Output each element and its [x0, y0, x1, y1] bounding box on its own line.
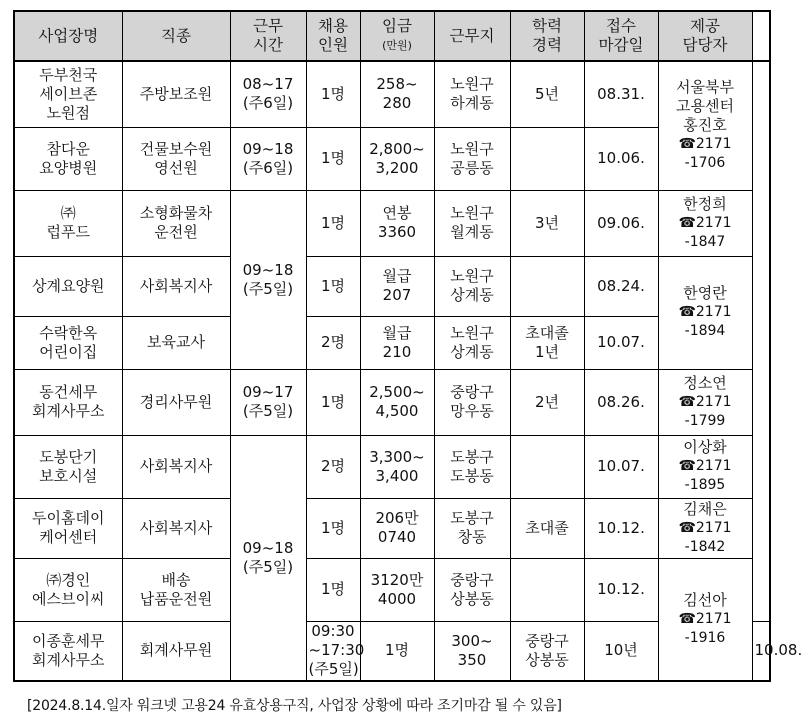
wage-cell	[360, 558, 434, 621]
job-text: 납품운전원	[139, 589, 213, 608]
location-text: 상계동	[450, 342, 494, 361]
location-cell	[434, 316, 510, 369]
company-text: 에스브이씨	[32, 589, 105, 608]
contact-text: 이상화	[683, 438, 727, 456]
hires-cell	[306, 256, 360, 316]
location-text: 월계동	[450, 223, 494, 241]
hours-text: 09~18	[242, 538, 294, 557]
deadline-text: 08.24.	[597, 276, 645, 295]
contact-text: -1847	[684, 233, 726, 250]
company-cell	[14, 621, 122, 681]
deadline-text: 10.07.	[597, 333, 645, 351]
wage-text: 0740	[377, 528, 417, 546]
contact-cell	[658, 435, 752, 498]
location-text: 망우동	[450, 402, 494, 420]
deadline-cell	[584, 61, 658, 127]
contact-cell	[658, 61, 752, 190]
wage-text: 258~	[376, 75, 418, 94]
contact-text: ☎2171	[678, 214, 732, 231]
location-cell	[434, 435, 510, 498]
company-text: 요양병원	[39, 158, 98, 177]
hours-cell	[306, 621, 365, 681]
contact-text: 한정희	[683, 194, 727, 213]
hires-cell	[306, 316, 360, 369]
location-text: 중랑구	[525, 631, 569, 650]
wage-cell	[360, 498, 434, 558]
contact-text: ☎2171	[678, 458, 732, 474]
job-cell	[122, 316, 230, 369]
job-cell	[122, 256, 230, 316]
hires-text: 1명	[320, 149, 346, 167]
hours-text: 09:30	[311, 622, 355, 641]
contact-text: 고용센터	[676, 97, 734, 116]
contact-text: -1706	[684, 155, 726, 172]
hours-text: (주5일)	[308, 660, 359, 679]
company-cell	[14, 256, 122, 316]
location-cell	[434, 498, 510, 558]
table-row	[14, 498, 770, 558]
company-cell	[14, 61, 122, 127]
job-text: 사회복지사	[139, 457, 213, 475]
header-job: 직종	[122, 11, 230, 61]
hires-text: 2명	[320, 333, 346, 351]
header-edu: 학력 경력	[510, 11, 584, 61]
edu-cell	[584, 621, 658, 681]
edu-cell	[510, 190, 584, 256]
contact-text: 서울북부	[676, 78, 734, 97]
hours-text: (주5일)	[242, 279, 294, 298]
wage-text: 3,300~	[369, 447, 425, 466]
contact-text: ☎2171	[678, 519, 732, 536]
wage-text: 연봉	[382, 204, 412, 222]
wage-text: 4,500	[375, 402, 419, 420]
company-cell	[14, 498, 122, 558]
table-row	[14, 369, 770, 435]
table-row	[14, 127, 770, 190]
hours-text: 09~17	[242, 383, 294, 401]
contact-text: 홍진호	[683, 116, 727, 135]
company-cell	[14, 127, 122, 190]
job-text: 소형화물차	[139, 204, 213, 222]
header-row	[14, 11, 770, 61]
deadline-cell	[584, 435, 658, 498]
edu-text: 2년	[534, 392, 560, 411]
hires-cell	[306, 127, 360, 190]
contact-cell	[658, 558, 752, 681]
header-deadline: 접수 마감일	[584, 11, 658, 61]
location-text: 상봉동	[525, 650, 569, 669]
wage-cell	[360, 61, 434, 127]
job-cell	[122, 621, 230, 681]
company-text: 럽푸드	[46, 223, 90, 241]
job-cell	[122, 435, 230, 498]
contact-text: ☎2171	[678, 304, 732, 320]
hires-text: 1명	[320, 518, 346, 537]
company-text: 동건세무	[39, 383, 98, 401]
location-text: 상계동	[450, 286, 494, 304]
deadline-text: 10.12.	[597, 518, 645, 537]
location-text: 창동	[457, 528, 487, 546]
job-text: 사회복지사	[139, 518, 213, 537]
deadline-cell	[584, 369, 658, 435]
contact-text: -1916	[684, 629, 726, 646]
hires-text: 1명	[384, 641, 410, 660]
edu-cell	[510, 498, 584, 558]
table-row	[14, 621, 770, 681]
job-text: 영선원	[154, 158, 198, 177]
location-text: 중랑구	[450, 570, 494, 589]
edu-cell	[510, 61, 584, 127]
location-text: 도봉구	[450, 509, 494, 527]
hours-cell	[230, 369, 306, 435]
edu-cell	[510, 127, 584, 190]
company-text: 이종훈세무	[32, 631, 105, 650]
job-text: 보육교사	[147, 333, 205, 351]
company-cell	[14, 558, 122, 621]
company-text: 수락한옥	[39, 323, 98, 342]
wage-text: 3,400	[375, 466, 419, 485]
wage-text: 3120만	[370, 570, 424, 589]
edu-cell	[510, 256, 584, 316]
hours-text: 08~17	[242, 75, 294, 94]
company-text: ㈜	[60, 204, 76, 222]
company-text: 회계사무소	[32, 402, 105, 420]
job-text: 운전원	[154, 223, 198, 241]
deadline-text: 10.06.	[597, 149, 645, 167]
wage-text: 207	[382, 286, 412, 304]
location-cell	[510, 621, 584, 681]
contact-text: -1895	[684, 477, 726, 493]
hires-cell	[306, 190, 360, 256]
job-listing-document	[13, 10, 802, 714]
company-cell	[14, 190, 122, 256]
header-contact: 제공 담당자	[658, 11, 752, 61]
job-cell	[122, 61, 230, 127]
deadline-text: 10.07.	[597, 457, 645, 475]
header-hours: 근무 시간	[230, 11, 306, 61]
location-text: 하계동	[450, 94, 494, 113]
company-text: ㈜경인	[46, 570, 91, 589]
job-listing-table	[13, 10, 802, 682]
deadline-text: 10.12.	[597, 580, 645, 598]
footnote: [2024.8.14.일자 워크넷 고용24 유효상용구직, 사업장 상황에 따라 조기마감 될 수 있음]	[27, 698, 562, 714]
contact-text: 김선아	[683, 590, 727, 609]
location-text: 중랑구	[450, 383, 494, 401]
header-location: 근무지	[434, 11, 510, 61]
hires-text: 1명	[320, 580, 346, 598]
hires-cell	[306, 498, 360, 558]
job-cell	[122, 369, 230, 435]
edu-text: 초대졸	[525, 323, 569, 342]
wage-text: 3,200	[375, 158, 419, 177]
company-text: 두이홈데이	[32, 509, 105, 527]
table-row	[14, 190, 770, 256]
deadline-text: 10.08.	[754, 641, 802, 660]
company-text: 케어센터	[39, 528, 98, 546]
company-text: 참다운	[46, 139, 90, 158]
job-text: 배송	[161, 570, 191, 589]
edu-cell	[510, 369, 584, 435]
wage-cell	[434, 621, 510, 681]
wage-cell	[360, 256, 434, 316]
hours-text: (주5일)	[242, 402, 294, 420]
hours-cell	[230, 61, 306, 127]
contact-text: 한영란	[683, 284, 727, 302]
hires-text: 2명	[320, 457, 346, 475]
company-text: 회계사무소	[32, 650, 105, 669]
wage-text: 2,800~	[369, 139, 425, 158]
wage-text: 월급	[382, 267, 412, 285]
job-cell	[122, 190, 230, 256]
location-cell	[434, 61, 510, 127]
hours-cell	[230, 435, 306, 681]
header-hires: 채용 인원	[306, 11, 360, 61]
location-text: 노원구	[450, 139, 494, 158]
contact-cell	[658, 369, 752, 435]
location-text: 노원구	[450, 75, 494, 94]
hires-text: 1명	[320, 84, 346, 103]
company-text: 보호시설	[39, 466, 98, 485]
company-text: 두부천국	[39, 65, 98, 84]
contact-text: 정소연	[683, 373, 727, 392]
hires-cell	[306, 558, 360, 621]
table-row	[14, 256, 770, 316]
wage-text: 300~	[451, 631, 493, 650]
location-cell	[434, 190, 510, 256]
contact-text: ☎2171	[678, 136, 732, 153]
table-row	[14, 435, 770, 498]
edu-cell	[510, 316, 584, 369]
wage-cell	[360, 369, 434, 435]
hours-cell	[230, 127, 306, 190]
hours-text: 09~18	[242, 139, 294, 158]
contact-cell	[658, 190, 752, 256]
hires-cell	[306, 435, 360, 498]
wage-cell	[360, 316, 434, 369]
job-text: 경리사무원	[139, 392, 213, 411]
deadline-cell	[584, 256, 658, 316]
deadline-cell	[584, 190, 658, 256]
location-cell	[434, 558, 510, 621]
edu-text: 10년	[604, 641, 638, 660]
hires-text: 1명	[320, 276, 346, 295]
table-row	[14, 61, 770, 127]
job-text: 회계사무원	[139, 641, 213, 660]
location-text: 노원구	[450, 204, 494, 222]
deadline-text: 09.06.	[597, 213, 645, 232]
job-text: 건물보수원	[139, 139, 213, 158]
hours-text: 09~18	[242, 260, 294, 279]
edu-text: 1년	[534, 342, 560, 361]
deadline-cell	[584, 127, 658, 190]
company-text: 도봉단기	[39, 447, 98, 466]
wage-text: 210	[382, 342, 412, 361]
hours-text: (주6일)	[242, 94, 294, 113]
contact-text: -1799	[684, 412, 726, 429]
company-cell	[14, 435, 122, 498]
hours-text: (주6일)	[242, 158, 294, 177]
location-text: 노원구	[450, 267, 494, 285]
company-cell	[14, 369, 122, 435]
contact-text: -1842	[684, 538, 726, 555]
location-cell	[434, 369, 510, 435]
hires-text: 1명	[320, 213, 346, 232]
location-text: 도봉구	[450, 447, 494, 466]
job-cell	[122, 498, 230, 558]
hires-cell	[360, 621, 434, 681]
job-cell	[122, 127, 230, 190]
wage-text: 2,500~	[369, 383, 425, 401]
hires-text: 1명	[320, 392, 346, 411]
edu-text: 5년	[534, 84, 560, 103]
header-company: 사업장명	[14, 11, 122, 61]
wage-text: 280	[382, 94, 412, 113]
deadline-cell	[584, 558, 658, 621]
job-text: 사회복지사	[139, 276, 213, 295]
header-wage: 임금 (만원)	[360, 11, 434, 61]
hires-cell	[306, 61, 360, 127]
edu-text: 초대졸	[525, 518, 569, 537]
location-text: 노원구	[450, 323, 494, 342]
table-row	[14, 316, 770, 369]
contact-text: -1894	[684, 323, 726, 339]
wage-cell	[360, 435, 434, 498]
deadline-text: 08.31.	[597, 84, 645, 103]
deadline-cell	[752, 621, 802, 681]
wage-text: 206만	[375, 509, 419, 527]
hours-text: (주5일)	[242, 557, 294, 576]
location-cell	[434, 256, 510, 316]
job-text: 주방보조원	[139, 84, 213, 103]
deadline-text: 08.26.	[597, 392, 645, 411]
edu-cell	[510, 435, 584, 498]
wage-text: 350	[457, 650, 487, 669]
edu-text: 3년	[534, 213, 560, 232]
contact-cell	[658, 256, 752, 369]
company-text: 노원점	[46, 103, 90, 122]
contact-text: ☎2171	[678, 393, 732, 410]
location-text: 공릉동	[450, 158, 494, 177]
location-text: 상봉동	[450, 589, 494, 608]
table-row	[14, 558, 770, 621]
contact-cell	[658, 498, 752, 558]
wage-text: 3360	[377, 223, 417, 241]
deadline-cell	[584, 316, 658, 369]
wage-text: 4000	[377, 589, 417, 608]
company-cell	[14, 316, 122, 369]
location-cell	[434, 127, 510, 190]
wage-cell	[360, 127, 434, 190]
location-text: 도봉동	[450, 466, 494, 485]
contact-text: 김채은	[683, 499, 727, 518]
company-text: 상계요양원	[32, 276, 105, 295]
job-cell	[122, 558, 230, 621]
hires-cell	[306, 369, 360, 435]
hours-text: ~17:30	[308, 641, 365, 660]
wage-text: 월급	[382, 323, 412, 342]
wage-cell	[360, 190, 434, 256]
company-text: 세이브존	[39, 84, 98, 103]
contact-text: ☎2171	[678, 610, 732, 627]
company-text: 어린이집	[39, 342, 98, 361]
deadline-cell	[584, 498, 658, 558]
hours-cell	[230, 190, 306, 369]
edu-cell	[510, 558, 584, 621]
